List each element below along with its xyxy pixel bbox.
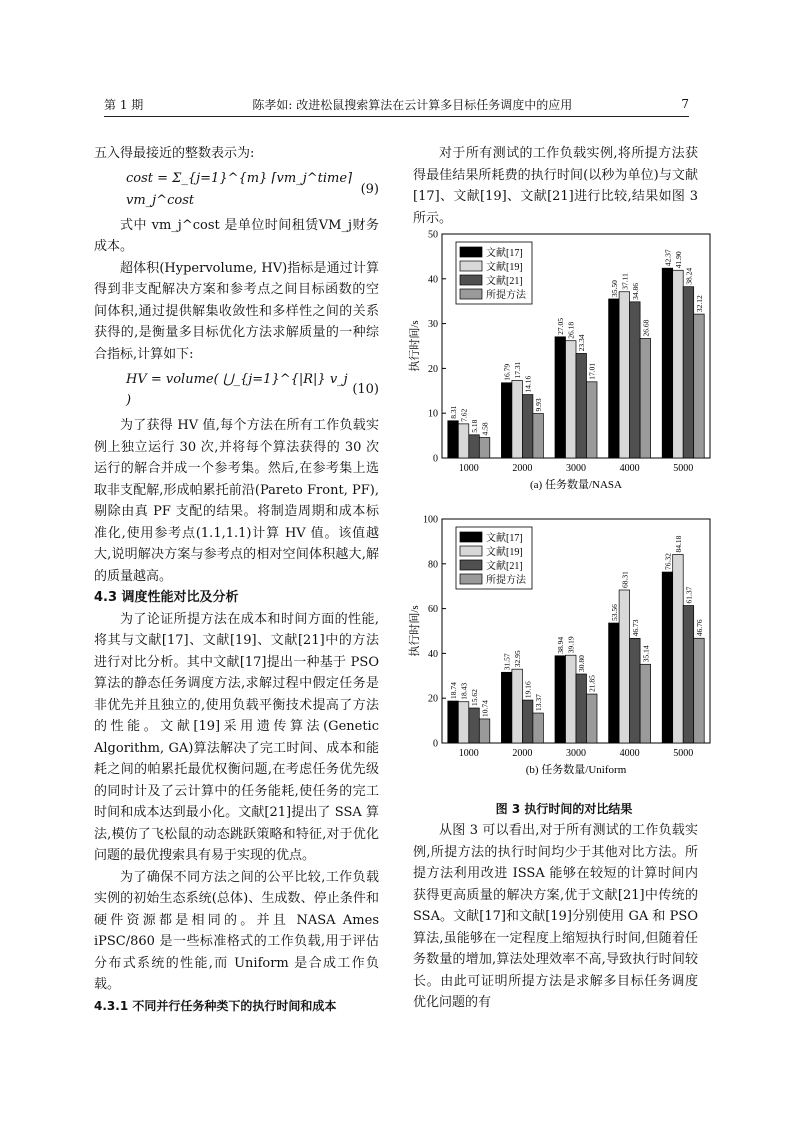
equation-body: HV = volume( ⋃_{j=1}^{|R|} v_j ): [126, 371, 348, 408]
data-label: 27.05: [556, 317, 566, 335]
bar: [479, 719, 490, 743]
equation-9: [126, 169, 379, 211]
bar: [458, 424, 469, 458]
bar: [448, 421, 459, 458]
legend-swatch: [460, 546, 482, 556]
running-header: [104, 94, 689, 114]
bar: [522, 395, 533, 458]
equation-number: (10): [352, 382, 379, 398]
legend-label: 文献[21]: [486, 561, 523, 572]
paragraph: 为了论证所提方法在成本和时间方面的性能,将其与文献[17]、文献[19]、文献[21]中的方法进行对比分析。其中文献[17]提出一种基于 PSO 算法的静态任务调度方法,求解过程中假定任务是非优先并且独立的,使用负载平衡技术提高了方法的性能。文献[19]采用遗传算法(Genetic Algorithm, GA)算法解决了完工时间、成本和能耗之间的帕累托最优权衡问题,在考虑任务优先级的同时计及了云计算中的任务能耗,使任务的完工时间和成本达到最小化。文献[21]提出了 SSA 算法,模仿了飞松鼠的动态跳跃策略和特征,对于优化问题的最优搜索具有易于实现的优点。: [94, 611, 379, 863]
legend-label: 文献[21]: [486, 276, 523, 287]
bar: [448, 701, 459, 743]
bar: [619, 590, 630, 743]
data-label: 30.80: [577, 655, 587, 673]
legend-swatch: [460, 574, 482, 584]
data-label: 34.86: [630, 282, 640, 300]
x-tick-label: 1000: [458, 748, 479, 759]
bar: [683, 287, 694, 458]
bar: [587, 694, 598, 743]
bar: [576, 674, 587, 743]
y-tick-label: 50: [428, 229, 438, 241]
data-label: 26.18: [566, 321, 576, 339]
legend-swatch: [460, 275, 482, 285]
data-label: 26.68: [641, 319, 651, 337]
bar: [576, 353, 587, 458]
page-number: 7: [681, 97, 689, 111]
bar: [640, 338, 651, 458]
y-tick-label: 0: [433, 453, 438, 465]
paragraph: 为了确保不同方法之间的公平比较,工作负载实例的初始生态系统(总体)、生成数、停止条件和硬件资源都是相同的。并且 NASA Ames iPSC/860 是一些标准格式的工作负载,用于评估分布式系统的性能,而 Uniform 是合成工作负载。: [94, 869, 379, 992]
bar: [458, 702, 469, 743]
bar: [640, 664, 651, 743]
legend-swatch: [460, 261, 482, 271]
data-label: 76.32: [663, 553, 673, 571]
y-tick-label: 20: [428, 693, 438, 705]
data-label: 18.43: [459, 682, 469, 700]
x-tick-label: 4000: [619, 748, 640, 759]
legend-label: 所提方法: [486, 575, 526, 586]
bar: [512, 669, 523, 743]
data-label: 17.31: [513, 361, 523, 379]
bar: [694, 638, 705, 743]
section-heading: 4.3 调度性能对比及分析: [94, 590, 239, 605]
data-label: 35.50: [609, 280, 619, 297]
right-column: [413, 143, 698, 229]
bar: [587, 382, 598, 458]
legend-swatch: [460, 247, 482, 257]
bar: [673, 270, 684, 458]
data-label: 39.19: [566, 636, 576, 654]
bar: [501, 383, 512, 458]
header-rule: [104, 116, 689, 117]
bar: [683, 606, 694, 743]
y-tick-label: 100: [423, 514, 438, 526]
data-label: 14.16: [523, 375, 533, 393]
issue-label: 第 1 期: [104, 97, 144, 112]
chart-title: (a) 任务数量/NASA: [530, 479, 622, 491]
x-tick-label: 2000: [512, 463, 533, 474]
data-label: 10.74: [480, 700, 490, 717]
y-tick-label: 40: [428, 274, 438, 286]
chart-title: (b) 任务数量/Uniform: [525, 764, 627, 776]
x-tick-label: 5000: [673, 748, 694, 759]
y-tick-label: 0: [433, 738, 438, 750]
data-label: 16.79: [502, 363, 512, 381]
data-label: 35.14: [641, 645, 651, 663]
legend-label: 文献[19]: [486, 547, 523, 558]
left-column: [94, 143, 379, 1017]
data-label: 21.85: [587, 675, 597, 693]
data-label: 8.31: [449, 405, 459, 419]
bar: [566, 341, 577, 458]
legend-swatch: [460, 289, 482, 299]
x-tick-label: 3000: [566, 748, 586, 759]
y-axis-label: 执行时间/s: [409, 320, 421, 372]
bar: [479, 437, 490, 458]
bar: [609, 299, 620, 458]
data-label: 38.94: [556, 636, 566, 654]
bar: [662, 268, 673, 458]
data-label: 7.62: [459, 408, 469, 422]
y-tick-label: 40: [428, 648, 438, 660]
bar: [566, 655, 577, 743]
data-label: 68.31: [620, 571, 630, 588]
chart-uniform: [404, 511, 724, 786]
x-tick-label: 3000: [566, 463, 586, 474]
x-tick-label: 4000: [619, 463, 640, 474]
right-column-lower: [413, 820, 698, 1014]
paragraph: 为了获得 HV 值,每个方法在所有工作负载实例上独立运行 30 次,并将每个算法获得的 30 次运行的解合并成一个参考集。然后,在参考集上选取非支配解,形成帕累托前沿(Pareto Front, PF),剔除由真 PF 支配的结果。将制造周期和成本标准化,使用参考点(1.1,1.1)计算 HV 值。该值越大,说明解决方案与参考点的相对空间体积越大,解的质量越高。: [94, 418, 379, 584]
data-label: 61.37: [684, 586, 694, 604]
chart-nasa: [404, 226, 724, 501]
legend-swatch: [460, 560, 482, 570]
bar: [522, 700, 533, 743]
y-tick-label: 80: [428, 559, 438, 571]
paragraph: 超体积(Hypervolume, HV)指标是通过计算得到非支配解决方案和参考点之间目标函数的空间体积,通过提供解集收敛性和多样性之间的关系获得的,是衡量多目标优化方法求解质量的一种综合指标,计算如下:: [94, 260, 379, 362]
data-label: 37.11: [620, 273, 630, 290]
data-label: 32.12: [694, 295, 704, 313]
data-label: 41.90: [673, 251, 683, 269]
data-label: 5.18: [470, 419, 480, 433]
data-label: 53.56: [609, 604, 619, 622]
bar: [630, 302, 641, 458]
data-label: 38.24: [684, 267, 694, 285]
legend-label: 文献[17]: [486, 533, 523, 544]
x-tick-label: 5000: [673, 463, 694, 474]
equation-10: [126, 369, 379, 411]
paragraph: 式中 vm_j^cost 是单位时间租赁VM_j财务成本。: [94, 217, 379, 254]
bar: [501, 672, 512, 743]
data-label: 18.74: [449, 682, 459, 700]
bar: [694, 314, 705, 458]
bar: [609, 623, 620, 743]
y-tick-label: 20: [428, 363, 438, 375]
equation-body: cost = Σ_{j=1}^{m} ⌈vm_j^time⌉ vm_j^cost: [126, 171, 353, 208]
equation-number: (9): [360, 181, 379, 197]
data-label: 15.62: [470, 689, 480, 707]
bar: [533, 414, 544, 458]
data-label: 23.34: [577, 334, 587, 352]
bar: [533, 713, 544, 743]
data-label: 84.18: [673, 535, 683, 553]
figure-caption: 图 3 执行时间的对比结果: [495, 802, 633, 816]
bar: [555, 656, 566, 743]
data-label: 46.73: [630, 619, 640, 637]
legend-label: 文献[17]: [486, 248, 523, 259]
bar: [555, 337, 566, 458]
data-label: 32.95: [513, 650, 523, 668]
legend-swatch: [460, 532, 482, 542]
y-axis-label: 执行时间/s: [409, 605, 421, 657]
bar: [469, 708, 480, 743]
paragraph: 五入得最接近的整数表示为:: [94, 146, 255, 161]
paragraph: 从图 3 可以看出,对于所有测试的工作负载实例,所提方法的执行时间均少于其他对比方法。所提方法利用改进 ISSA 能够在较短的计算时间内获得更高质量的解决方案,优于文献[21]中传统的 SSA。文献[17]和文献[19]分别使用 GA 和 PSO 算法,虽能够在一定程度上缩短执行时间,但随着任务数量的增加,算法处理效率不高,导致执行时间较长。由此可证明所提方法是求解多目标任务调度优化问题的有: [413, 823, 698, 1010]
data-label: 46.76: [694, 619, 704, 637]
y-tick-label: 60: [428, 604, 438, 616]
data-label: 13.37: [534, 694, 544, 712]
data-label: 19.16: [523, 681, 533, 699]
x-tick-label: 1000: [458, 463, 479, 474]
y-tick-label: 10: [428, 408, 438, 420]
bar: [469, 435, 480, 458]
data-label: 4.58: [480, 422, 490, 436]
bar: [662, 572, 673, 743]
legend-label: 所提方法: [486, 290, 526, 301]
data-label: 42.37: [663, 249, 673, 267]
paragraph: 对于所有测试的工作负载实例,将所提方法获得最佳结果所耗费的执行时间(以秒为单位)与文献[17]、文献[19]、文献[21]进行比较,结果如图 3 所示。: [413, 146, 698, 226]
bar: [619, 292, 630, 458]
bar: [512, 380, 523, 458]
figure-3: [404, 226, 724, 826]
y-tick-label: 30: [428, 319, 438, 331]
legend-label: 文献[19]: [486, 262, 523, 273]
data-label: 17.01: [587, 362, 597, 380]
x-tick-label: 2000: [512, 748, 533, 759]
data-label: 9.93: [534, 398, 544, 412]
subsection-heading: 4.3.1 不同并行任务种类下的执行时间和成本: [94, 998, 337, 1013]
bar: [630, 638, 641, 743]
running-title: 陈孝如: 改进松鼠搜索算法在云计算多目标任务调度中的应用: [252, 97, 573, 112]
bar: [673, 554, 684, 743]
data-label: 31.57: [502, 653, 512, 671]
